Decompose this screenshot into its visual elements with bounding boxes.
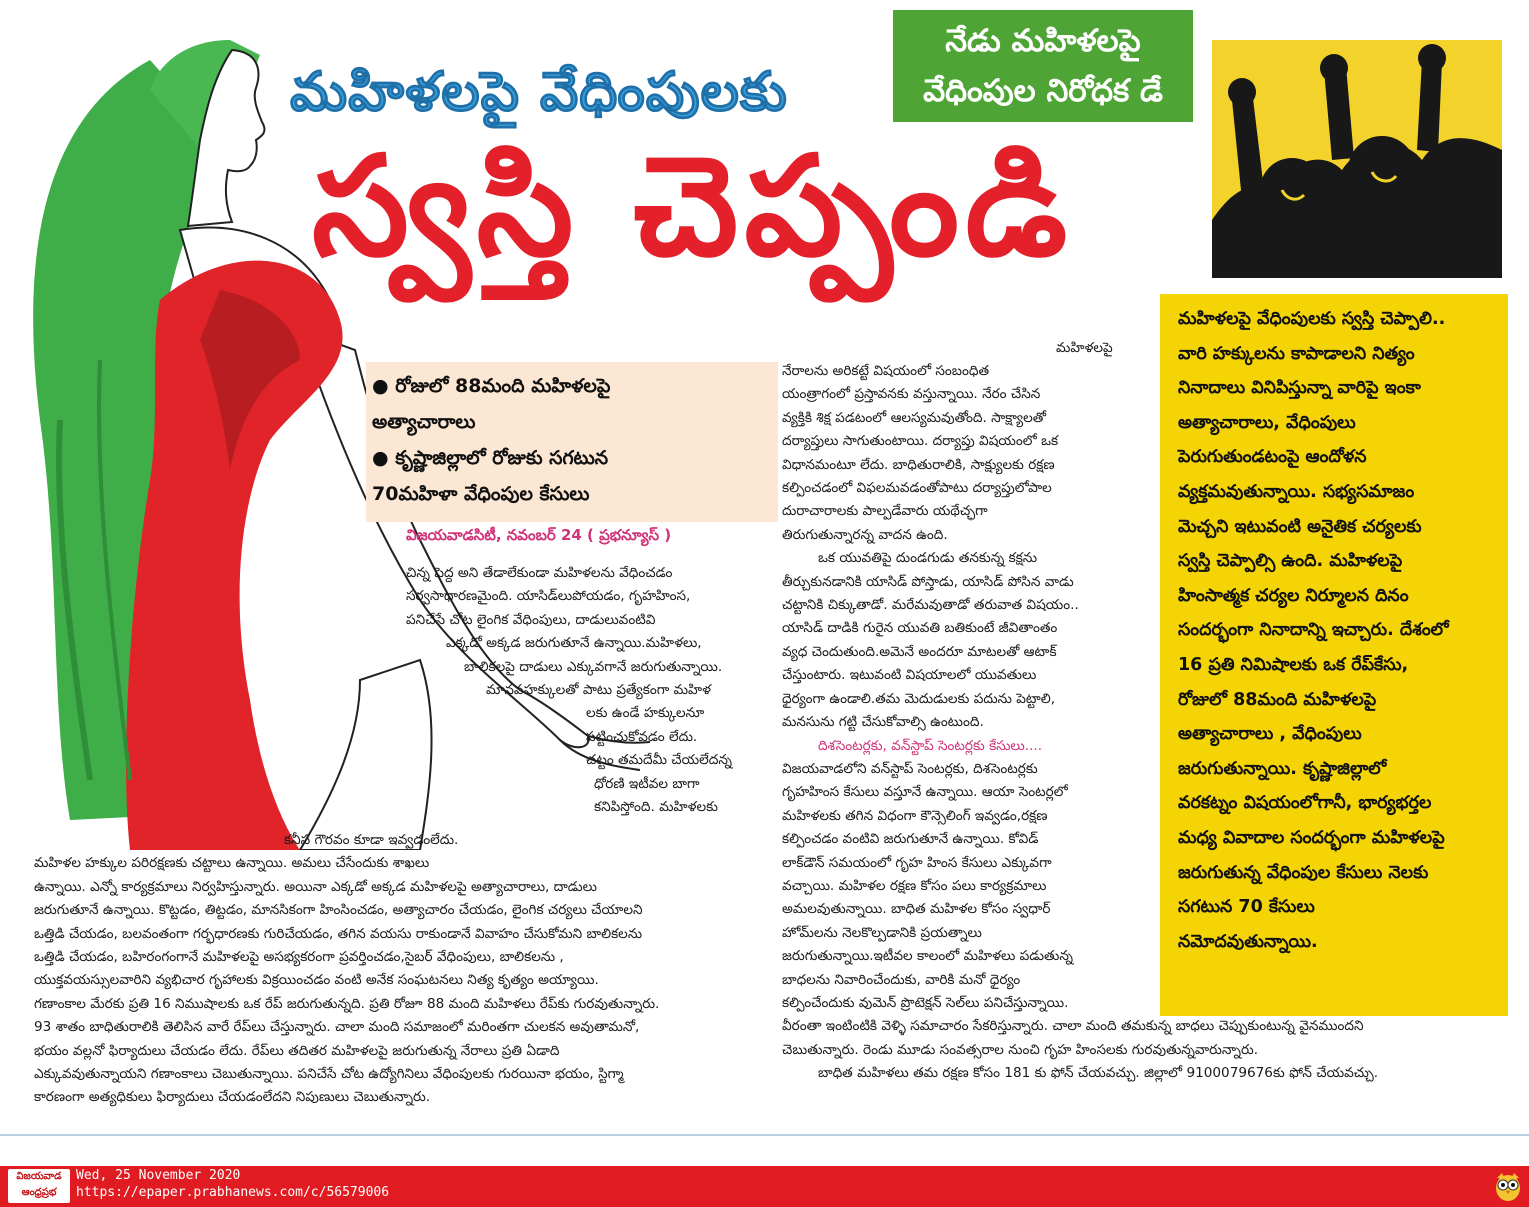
text-line: ఒక యువతిపై దుండగుడు తనకున్న కక్షను: [818, 550, 1038, 567]
summary-line: పెరుగుతుండటంపై ఆందోళన: [1178, 447, 1367, 468]
text-line: చెబుతున్నారు. రెండు మూడు సంవత్సరాల నుంచి గృహ హింసలకు గురవుతున్నవారున్నారు.: [782, 1041, 1259, 1058]
text-line: విజయవాడలోని వన్‌స్టాప్ సెంటర్లకు, దిశసెంటర్లకు: [782, 760, 1038, 777]
text-line: లకు ఉండే హక్కులనూ: [586, 705, 705, 722]
summary-line: స్వస్తి చెప్పాల్సి ఉంది. మహిళలపై: [1178, 551, 1403, 572]
occasion-box: [893, 10, 1193, 122]
text-line: మహిళల హక్కుల పరిరక్షణకు చట్టాలు ఉన్నాయి. అమలు చేసేందుకు శాఖలు: [34, 855, 430, 872]
owl-icon[interactable]: [1493, 1170, 1523, 1202]
text-line: చేస్తుంటారు. ఇటువంటి విషయాలలో యువతులు: [782, 667, 1037, 684]
text-line: ధైర్యంగా ఉండాలి.తమ మెదుడులకు పదును పెట్టాలి,: [782, 690, 1056, 707]
footer-info: [76, 1167, 389, 1201]
text-line: జరుగుతూనే ఉన్నాయి. కొట్టడం, తిట్టడం, మానసికంగా హింసించడం, అత్యాచారం చేయడం, లైంగిక చర్యలు చేయాలని: [34, 902, 643, 919]
summary-line: వ్యక్తమవుతున్నాయి. సభ్యసమాజం: [1178, 481, 1415, 502]
text-line: చట్టం తమదేమీ చేయలేదన్న: [586, 752, 732, 769]
section-subhead: దిశసెంటర్లకు, వన్‌స్టాప్ సెంటర్లకు కేసులు....: [818, 737, 1043, 754]
logo-title: ఆంధ్రప్రభ: [21, 1187, 57, 1198]
text-line: గణాంకాల మేరకు ప్రతి 16 నిముషాలకు ఒక రేప్ జరుగుతున్నది. ప్రతి రోజూ 88 మంది మహిళలు రేప్‌కు గురవుతున్నారు.: [34, 995, 660, 1012]
summary-line: మహిళలపై వేధింపులకు స్వస్తి చెప్పాలి..: [1178, 309, 1446, 329]
text-line: ధోరణి ఇటీవల బాగా: [594, 775, 700, 792]
summary-line: జరుగుతున్న వేధింపుల కేసులు నెలకు: [1178, 862, 1429, 883]
summary-line: మెచ్చని ఇటువంటి అనైతిక చర్యలకు: [1178, 516, 1422, 537]
occasion-line-1: నేడు మహిళలపై: [945, 23, 1141, 59]
article-bottom-column: [34, 829, 774, 1110]
headline-kicker: మహిళలపై వేధింపులకు: [290, 60, 788, 123]
text-line: వ్యధ చెందుతుంది.అమెనే అందరూ మాటలతో ఆటాక్: [782, 643, 1057, 660]
text-line: కారణంగా అత్యధికులు ఫిర్యాదులు చేయడంలేదని నిపుణులు చెబుతున్నారు.: [34, 1089, 431, 1106]
text-line: బాధలను నివారించేందుకు, వారికి మనో ధైర్యం: [782, 971, 1021, 988]
text-line: తీర్చుకునడానికి యాసిడ్ పోస్తాడు, యాసిడ్ పోసిన వాడు: [782, 573, 1074, 590]
text-line: చట్టానికి చిక్కుతాడో. మరేమవుతాడో తరువాత విషయం..: [782, 597, 1079, 614]
text-line: కల్పించడం వంటివి జరుగుతూనే ఉన్నాయి. కోవిడ్: [782, 831, 1039, 848]
text-line: సర్వసాధారణమైంది. యాసిడ్‌లుపోయడం, గృహహింస,: [406, 588, 691, 605]
text-line: యంత్రాగంలో ప్రస్తావనకు వస్తున్నాయి. నేరం చేసిన: [782, 386, 1041, 403]
newspaper-logo[interactable]: [8, 1169, 70, 1203]
article-left-column: [406, 562, 776, 819]
text-line: బాధిత మహిళలు తమ రక్షణ కోసం 181 కు ఫోన్ చేయవచ్చు. జిల్లాలో 9100079676కు ఫోన్ చేయవచ్చు.: [818, 1065, 1379, 1082]
text-line: జరుగుతున్నాయి.ఇటీవల కాలంలో మహిళలు పడుతున్న: [782, 948, 1073, 965]
text-line: ఒత్తిడి చేయడం, బలవంతంగా గర్భధారణకు గురిచేయడం, తగిన వయసు రాకుండానే వివాహం చేసుకోమని బాలికలను: [34, 925, 643, 942]
text-line: కనీస గౌరవం కూడా ఇవ్వడంలేదు.: [284, 832, 459, 848]
main-headline: స్వస్తి చెప్పండి: [312, 126, 1074, 287]
text-line: వ్యక్తికి శిక్ష పడటంలో ఆలస్యమవుతోంది. సాక్ష్యాలతో: [782, 409, 1047, 426]
text-line: యాసిడ్ దాడికి గురైన యువతి బతికుంటే జీవితాంతం: [782, 620, 1058, 637]
text-line: మహిళలకు తగిన విధంగా కౌన్సెలింగ్ ఇవ్వడం,రక్షణ: [782, 807, 1048, 824]
text-line: దురాచారాలకు పాల్పడేవారు యథేచ్ఛగా: [782, 503, 988, 520]
summary-line: వారి హక్కులను కాపాడాలని నిత్యం: [1178, 343, 1415, 364]
edition-date: Wed, 25 November 2020: [76, 1168, 241, 1183]
text-line: ఎక్కడో అక్కడ జరుగుతూనే ఉన్నాయి.మహిళలు,: [446, 635, 702, 652]
text-line: వీరంతా ఇంటింటికి వెళ్ళి సమాచారం సేకరిస్తున్నారు. చాలా మంది తమకున్న బాధలు చెప్పుకుంటున్న వైనముందని: [782, 1018, 1364, 1035]
text-line: దర్యాప్తులు సాగుతుంటాయి. దర్యాప్తు విషయంలో ఒక: [782, 433, 1059, 450]
summary-line: సందర్భంగా నినాదాన్ని ఇచ్చారు. దేశంలో: [1178, 620, 1449, 641]
text-line: ఎక్కువవుతున్నాయని గణాంకాలు చెబుతున్నాయి. పనిచేసే చోట ఉద్యోగినిలు వేధింపులకు గురయినా భయం, స్టిగ్మా: [34, 1066, 624, 1083]
text-line: పట్టించుకోవడం లేదు.: [586, 728, 698, 745]
highlight-item-1-line-1: ● రోజులో 88మంది మహిళలపై: [372, 375, 611, 397]
text-line: పనిచేసే చోట లైంగిక వేధింపులు, దాడులువంటివి: [406, 611, 656, 628]
logo-edition: విజయవాడ: [16, 1171, 62, 1182]
text-line: యుక్తవయస్సులవారిని వ్యభిచార గృహాలకు విక్రయించడం వంటి అనేక సంఘటనలు నిత్య కృత్యం అయ్యాయి.: [34, 972, 599, 989]
summary-line: అత్యాచారాలు, వేధింపులు: [1178, 412, 1356, 433]
summary-line: నమోదవుతున్నాయి.: [1178, 931, 1318, 952]
highlight-item-1-line-2: అత్యాచారాలు: [372, 411, 476, 433]
summary-line: నినాదాలు వినిపిస్తున్నా వారిపై ఇంకా: [1178, 378, 1421, 399]
highlight-item-2-line-2: 70మహిళా వేధింపుల కేసులు: [372, 483, 590, 505]
text-line: హోమ్‌లను నెలకొల్పడానికి ప్రయత్నాలు: [782, 924, 982, 941]
occasion-line-2: వేధింపుల నిరోధక డే: [923, 73, 1163, 109]
text-line: 93 శాతం బాధితురాలికి తెలిసిన వారే రేప్‌లు చేస్తున్నారు. చాలా మంది సమాజంలో మరింతగా చులకన అవుతామనో,: [34, 1019, 640, 1036]
summary-line: మధ్య వివాదాల సందర్భంగా మహిళలపై: [1178, 827, 1445, 848]
column-lead-word: మహిళలపై: [1056, 340, 1113, 356]
text-line: గృహహింస కేసులు వస్తూనే ఉన్నాయి. ఆయా సెంటర్లలో: [782, 784, 1068, 801]
highlight-item-2-line-1: ● కృష్ణాజిల్లాలో రోజుకు సగటున: [372, 447, 609, 469]
text-line: భయం వల్లనో ఫిర్యాదులు చేయడం లేదు. రేప్‌లు తదితర మహిళలపై జరుగుతున్న నేరాలు ప్రతి ఏడాది: [34, 1042, 560, 1059]
summary-line: సగటున 70 కేసులు: [1178, 897, 1315, 918]
text-line: అమలవుతున్నాయి. బాధిత మహిళల కోసం స్వధార్: [782, 901, 1051, 918]
text-line: చిన్న పెద్ద అని తేడాలేకుండా మహిళలను వేధించడం: [406, 565, 673, 581]
summary-line: అత్యాచారాలు , వేధింపులు: [1178, 724, 1362, 745]
summary-box: [1160, 294, 1508, 1016]
summary-line: వరకట్నం విషయంలోగానీ, భార్యభర్తల: [1178, 793, 1432, 814]
text-line: కల్పించడంలో విఫలమవడంతోపాటు దర్యాప్తులోపాల: [782, 480, 1052, 497]
text-line: తిరుగుతున్నారన్న వాదన ఉంది.: [782, 526, 948, 543]
protest-photo: [1212, 40, 1502, 278]
text-line: ఉన్నాయి. ఎన్నో కార్యక్రమాలు నిర్వహిస్తున్నారు. అయినా ఎక్కడో అక్కడ మహిళలపై అత్యాచారాలు, దాడులు: [34, 878, 597, 895]
text-line: కల్పించేందుకు వుమెన్ ప్రొటెక్షన్ సెల్‌లు పనిచేస్తున్నాయి.: [782, 994, 1069, 1011]
highlights-box: [366, 362, 778, 522]
text-line: ఒత్తిడి చేయడం, బహిరంగంగానే మహిళలపై అసభ్యకరంగా ప్రవర్తించడం,సైబర్ వేధింపులు, బాలికలను ,: [34, 949, 564, 966]
summary-line: 16 ప్రతి నిమిషాలకు ఒక రేప్‌కేసు,: [1178, 654, 1409, 675]
text-line: వచ్చాయి. మహిళల రక్షణ కోసం పలు కార్యక్రమాలు: [782, 877, 1047, 894]
text-line: బాలికలపై దాడులు ఎక్కువగానే జరుగుతున్నాయి.: [464, 658, 723, 675]
dateline: విజయవాడసిటీ, నవంబర్ 24 ( ప్రభన్యూస్ ): [406, 526, 672, 544]
text-line: మానవహక్కులతో పాటు ప్రత్యేకంగా మహిళ: [486, 682, 711, 699]
summary-line: జరుగుతున్నాయి. కృష్ణాజిల్లాలో: [1178, 758, 1387, 779]
page-divider: [0, 1134, 1529, 1136]
summary-line: హింసాత్మక చర్యల నిర్మూలన దినం: [1178, 585, 1409, 606]
text-line: నేరాలను అరికట్టే విషయంలో సంబంధిత: [782, 363, 990, 379]
text-line: లాక్‌డౌన్ సమయంలో గృహ హింస కేసులు ఎక్కువగా: [782, 854, 1052, 871]
summary-line: రోజులో 88మంది మహిళలపై: [1178, 689, 1377, 710]
text-line: మనసును గట్టి చేసుకోవాల్సి ఉంటుంది.: [782, 714, 984, 731]
text-line: కనిపిస్తోంది. మహిళలకు: [594, 799, 718, 816]
text-line: విధానమంటూ లేదు. బాధితురాలికి, సాక్ష్యులకు రక్షణ: [782, 456, 1055, 473]
edition-url[interactable]: https://epaper.prabhanews.com/c/56579006: [76, 1185, 390, 1200]
